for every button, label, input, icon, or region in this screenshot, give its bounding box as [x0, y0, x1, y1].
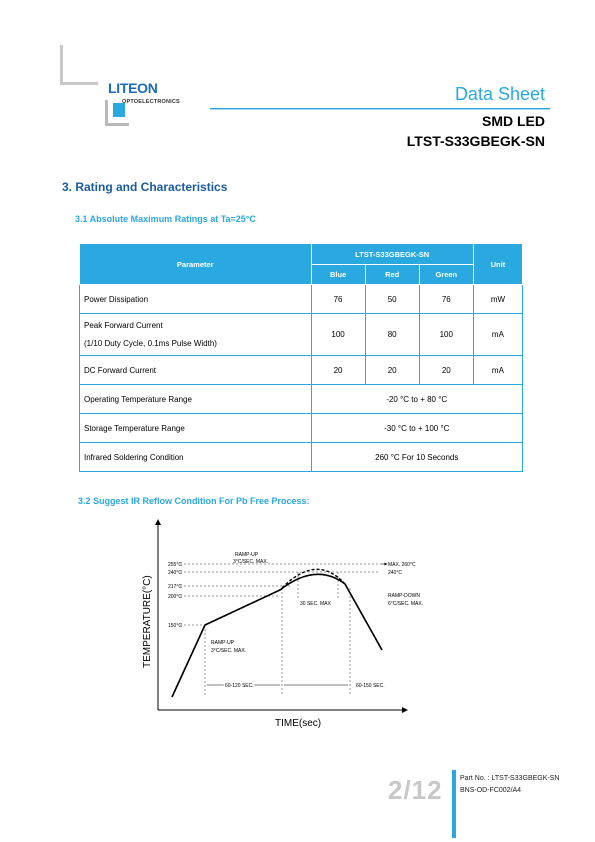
reflow-time-label: 60-150 SEC. — [356, 683, 385, 689]
x-axis-label: TIME(sec) — [275, 718, 322, 729]
header-green: Green — [419, 265, 473, 285]
doc-type-title: Data Sheet — [454, 84, 545, 104]
header-divider-shadow — [210, 109, 550, 110]
value-cell: -20 °C to + 80 °C — [311, 385, 522, 414]
ramp-up-top-rate: 3°C/SEC. MAX. — [233, 559, 269, 565]
red-cell: 20 — [365, 356, 419, 385]
tick-label: 255°C — [168, 562, 182, 568]
header-unit: Unit — [473, 244, 522, 285]
brand-subtitle: OPTOELECTRONICS — [122, 99, 180, 105]
preheat-time-label: 60-120 SEC. — [225, 683, 254, 689]
table-row — [80, 443, 523, 472]
param-cell: Power Dissipation — [80, 285, 312, 314]
header-parameter: Parameter — [80, 244, 312, 285]
typ-temp-label: 240°C — [388, 570, 402, 576]
param-cell: Operating Temperature Range — [80, 385, 312, 414]
table-row — [80, 414, 523, 443]
max-temp-label: MAX. 260°C — [388, 562, 416, 568]
ratings-table — [79, 243, 523, 472]
brand-logo: LITEON — [108, 80, 158, 96]
footer-part-number: Part No. : LTST-S33GBEGK-SN — [460, 775, 560, 782]
subsection-title-ratings: 3.1 Absolute Maximum Ratings at Ta=25°C — [75, 214, 256, 224]
tick-label: 240°C — [168, 570, 182, 576]
table-row — [80, 356, 523, 385]
green-cell: 100 — [419, 314, 473, 356]
peak-time-label: 30 SEC. MAX — [300, 601, 331, 607]
unit-cell: mW — [473, 285, 522, 314]
param-cell: Storage Temperature Range — [80, 414, 312, 443]
value-cell: 260 °C For 10 Seconds — [311, 443, 522, 472]
tick-label: 150°C — [168, 623, 182, 629]
logo-square — [113, 103, 125, 117]
ramp-down-label: RAMP-DOWN — [388, 593, 420, 599]
table-row — [80, 285, 523, 314]
page-number: 2/12 — [388, 775, 443, 805]
header-part-group: LTST-S33GBEGK-SN — [311, 244, 473, 265]
reflow-profile-diagram — [125, 515, 425, 740]
tick-label: 200°C — [168, 594, 182, 600]
header-red: Red — [365, 265, 419, 285]
green-cell: 20 — [419, 356, 473, 385]
part-number-title: LTST-S33GBEGK-SN — [406, 133, 545, 149]
product-type: SMD LED — [482, 113, 545, 129]
green-cell: 76 — [419, 285, 473, 314]
profile-max-curve — [172, 569, 382, 697]
header-blue: Blue — [311, 265, 365, 285]
tick-label: 217°C — [168, 584, 182, 590]
ramp-down-rate: 6°C/SEC. MAX. — [388, 601, 424, 607]
blue-cell: 100 — [311, 314, 365, 356]
table-row — [80, 385, 523, 414]
ramp-up-bottom-label: RAMP-UP — [211, 640, 235, 646]
param-line-1: Peak Forward Current — [84, 321, 163, 330]
unit-cell: mA — [473, 356, 522, 385]
footer-doc-code: BNS-OD-FC002/A4 — [460, 787, 522, 794]
blue-cell: 76 — [311, 285, 365, 314]
section-title: 3. Rating and Characteristics — [62, 180, 228, 194]
table-row — [80, 314, 523, 356]
red-cell: 80 — [365, 314, 419, 356]
unit-cell: mA — [473, 314, 522, 356]
profile-typical-curve — [172, 574, 382, 697]
param-cell: DC Forward Current — [80, 356, 312, 385]
y-axis-label: TEMPERATURE(°C) — [142, 575, 153, 668]
ramp-up-top-label: RAMP-UP — [235, 552, 259, 558]
logo-frame-outer — [60, 45, 98, 85]
blue-cell: 20 — [311, 356, 365, 385]
value-cell: -30 °C to + 100 °C — [311, 414, 522, 443]
param-line-2: (1/10 Duty Cycle, 0.1ms Pulse Width) — [84, 339, 217, 348]
red-cell: 50 — [365, 285, 419, 314]
param-cell — [80, 314, 312, 356]
param-cell: Infrared Soldering Condition — [80, 443, 312, 472]
subsection-title-reflow: 3.2 Suggest IR Reflow Condition For Pb Free Process: — [78, 496, 310, 506]
footer-accent-bar — [452, 770, 456, 838]
ramp-up-bottom-rate: 3°C/SEC. MAX. — [211, 648, 247, 654]
